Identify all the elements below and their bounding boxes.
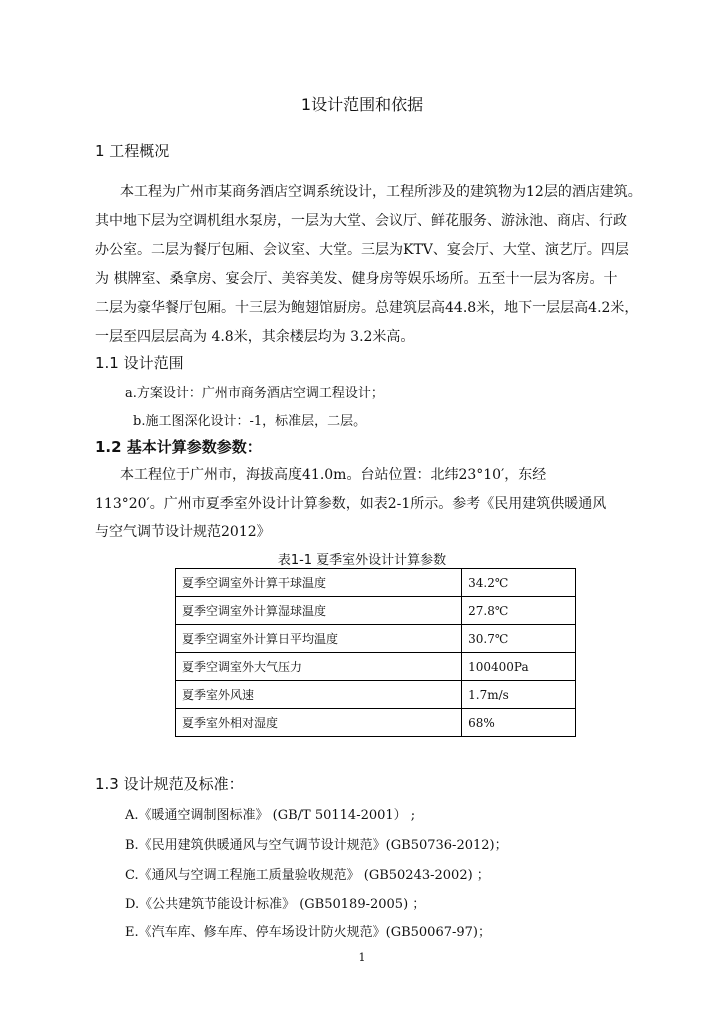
paragraph-line: 其中地下层为空调机组水泵房，一层为大堂、会议厅、鲜花服务、游泳池、商店、行政: [95, 213, 627, 229]
standard-item: A.《暖通空调制图标准》 (GB/T 50114-2001） ;: [125, 808, 416, 823]
table-cell-value: 30.7℃: [462, 625, 576, 653]
table-cell-label: 夏季空调室外计算日平均温度: [176, 625, 462, 653]
table-row: [176, 709, 576, 737]
table-cell-value: 68%: [462, 709, 576, 737]
standard-item: E.《汽车库、修车库、停车场设计防火规范》(GB50067-97)；: [125, 925, 491, 940]
scope-item: a.方案设计：广州市商务酒店空调工程设计；: [125, 386, 384, 401]
section-heading-params: 1.2 基本计算参数参数：: [95, 438, 262, 456]
standard-item: C.《通风与空调工程施工质量验收规范》 (GB50243-2002) ；: [125, 868, 490, 883]
table-row: [176, 625, 576, 653]
section-heading-scope: 1.1 设计范围: [95, 354, 184, 372]
table-row: [176, 569, 576, 597]
paragraph-line: 办公室。二层为餐厅包厢、会议室、大堂。三层为KTV、宴会厅、大堂、演艺厅。四层: [95, 242, 629, 258]
page-title: 1设计范围和依据: [300, 95, 424, 114]
table-row: [176, 597, 576, 625]
table-cell-value: 27.8℃: [462, 597, 576, 625]
table-row: [176, 653, 576, 681]
table-cell-label: 夏季空调室外计算湿球温度: [176, 597, 462, 625]
table-cell-label: 夏季室外相对湿度: [176, 709, 462, 737]
standard-item: D.《公共建筑节能设计标准》 (GB50189-2005) ；: [125, 897, 426, 912]
table-cell-value: 34.2℃: [462, 569, 576, 597]
table-cell-label: 夏季空调室外计算干球温度: [176, 569, 462, 597]
section-heading-standards: 1.3 设计规范及标准：: [95, 775, 244, 793]
paragraph-line: 与空气调节设计规范2012》: [95, 524, 271, 540]
table-cell-label: 夏季空调室外大气压力: [176, 653, 462, 681]
paragraph-line: 一层至四层层高为 4.8米，其余楼层均为 3.2米高。: [95, 329, 415, 345]
standard-item: B.《民用建筑供暖通风与空气调节设计规范》(GB50736-2012)；: [125, 838, 508, 853]
paragraph-line: 本工程为广州市某商务酒店空调系统设计，工程所涉及的建筑物为12层的酒店建筑。: [120, 184, 642, 200]
table-cell-label: 夏季室外风速: [176, 681, 462, 709]
paragraph-line: 为 棋牌室、桑拿房、宴会厅、美容美发、健身房等娱乐场所。五至十一层为客房。十: [95, 271, 618, 287]
section-heading-overview: 1 工程概况: [95, 142, 170, 160]
table-row: [176, 681, 576, 709]
table-caption: 表1-1 夏季室外设计计算参数: [277, 553, 447, 568]
parameters-table: [175, 568, 576, 737]
paragraph-line: 113°20′。广州市夏季室外设计计算参数，如表2-1所示。参考《民用建筑供暖通风: [95, 496, 607, 512]
scope-item: b.施工图深化设计：-1，标准层，二层。: [133, 414, 367, 429]
table-cell-value: 100400Pa: [462, 653, 576, 681]
page-number: 1: [358, 951, 366, 964]
paragraph-line: 二层为豪华餐厅包厢。十三层为鲍翅馆厨房。总建筑层高44.8米，地下一层层高4.2米，: [95, 300, 639, 316]
table-cell-value: 1.7m/s: [462, 681, 576, 709]
paragraph-line: 本工程位于广州市，海拔高度41.0m。台站位置：北纬23°10′，东经: [120, 467, 547, 483]
